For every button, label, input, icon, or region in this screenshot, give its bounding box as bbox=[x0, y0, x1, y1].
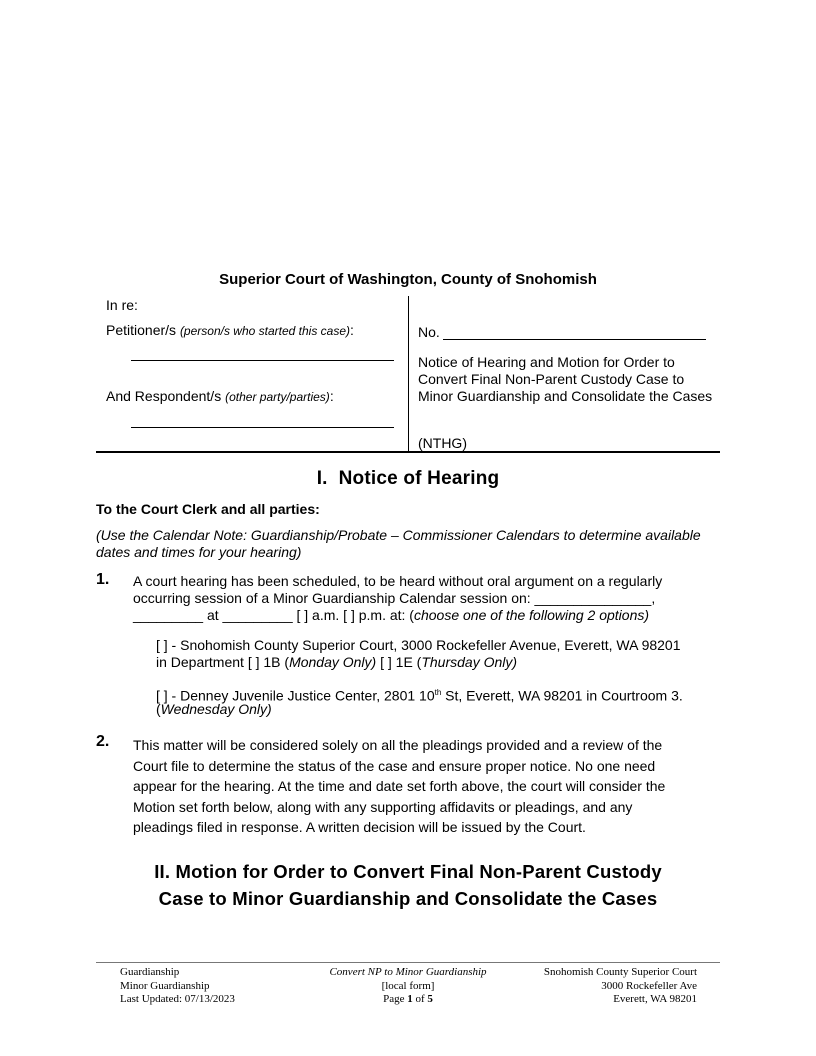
petitioner-label-text: Petitioner/s bbox=[106, 322, 177, 338]
respondent-colon: : bbox=[329, 388, 334, 404]
case-number-label: No. bbox=[418, 324, 440, 340]
section-2-heading-line-2: Case to Minor Guardianship and Consolidate the Cases bbox=[158, 888, 658, 909]
footer-right-line: Snohomish County Superior Court bbox=[543, 966, 697, 978]
item-1-number: 1. bbox=[96, 571, 110, 588]
respondent-label bbox=[106, 388, 334, 404]
footer-rule bbox=[96, 962, 720, 963]
option-2-line-2 bbox=[156, 701, 272, 718]
footer-left-line: Minor Guardianship bbox=[120, 979, 210, 992]
court-title: Superior Court of Washington, County of Snohomish bbox=[219, 271, 597, 288]
footer-form-title: Convert NP to Minor Guardianship bbox=[329, 966, 487, 978]
footer-page-number bbox=[308, 993, 508, 1007]
caption-divider bbox=[408, 296, 409, 452]
footer-page-current: 1 bbox=[407, 993, 413, 1005]
calendar-instruction: (Use the Calendar Note: Guardianship/Probate – Commissioner Calendars to determine available dates and times for your hearing) bbox=[96, 527, 701, 560]
option-2-paren: ( bbox=[156, 701, 161, 717]
petitioner-label bbox=[106, 322, 354, 338]
item-2-number: 2. bbox=[96, 733, 110, 750]
item-2-line: pleadings filed in response. A written decision will be issued by the Court. bbox=[133, 819, 586, 835]
footer-left-line: Guardianship bbox=[120, 966, 180, 978]
item-2-line: Motion set forth below, along with any supporting affidavits or pleadings, and any bbox=[133, 798, 633, 815]
footer-left-line: Last Updated: 07/13/2023 bbox=[120, 993, 235, 1005]
petitioner-name-line[interactable] bbox=[131, 360, 394, 361]
footer-right-line: 3000 Rockefeller Ave bbox=[601, 979, 697, 992]
caption-bottom-rule bbox=[96, 451, 720, 453]
option-1-line-2 bbox=[156, 654, 517, 671]
section-2-heading-line-1: II. Motion for Order to Convert Final Non-Parent Custody bbox=[154, 861, 662, 882]
footer-local-form: [local form] bbox=[381, 979, 435, 992]
option-2-wednesday: Wednesday Only) bbox=[160, 701, 272, 717]
item-1-line-3 bbox=[133, 607, 649, 624]
respondent-name-line[interactable] bbox=[131, 427, 394, 428]
footer-left bbox=[120, 966, 235, 1007]
footer-page-total: 5 bbox=[427, 993, 433, 1005]
item-2-text bbox=[133, 735, 665, 838]
item-1-line-3-text: _________ at _________ [ ] a.m. [ ] p.m. at: ( bbox=[133, 607, 414, 623]
case-number-line[interactable] bbox=[443, 339, 706, 340]
footer-page-mid: of bbox=[412, 993, 428, 1005]
item-1-line-3-italic: choose one of the following 2 options) bbox=[413, 607, 650, 623]
option-2-line-1-b: St, Everett, WA 98201 in Courtroom 3. bbox=[441, 687, 683, 704]
item-1-line-1: A court hearing has been scheduled, to be heard without oral argument on a regularly bbox=[133, 573, 663, 589]
petitioner-note: (person/s who started this case) bbox=[179, 324, 351, 338]
section-2-heading bbox=[0, 858, 816, 912]
footer-right bbox=[500, 966, 697, 1007]
option-1-dept-1b[interactable]: in Department [ ] 1B ( bbox=[156, 654, 290, 670]
option-1-thursday: Thursday Only) bbox=[421, 654, 518, 670]
respondent-note: (other party/parties) bbox=[225, 390, 330, 404]
footer-center bbox=[308, 966, 508, 1007]
footer-right-line: Everett, WA 98201 bbox=[613, 993, 697, 1005]
option-1-dept-1e[interactable]: [ ] 1E ( bbox=[376, 654, 422, 670]
document-code: (NTHG) bbox=[418, 435, 467, 451]
footer-page-prefix: Page bbox=[383, 993, 408, 1005]
in-re-label: In re: bbox=[106, 297, 138, 313]
respondent-label-text: And Respondent/s bbox=[106, 388, 222, 404]
option-2-line-1-a: [ ] - Denney Juvenile Justice Center, 2801 10 bbox=[156, 687, 435, 704]
item-1-line-2: occurring session of a Minor Guardianship Calendar session on: _______________, bbox=[133, 590, 656, 606]
item-2-line: Court file to determine the status of the case and ensure proper notice. No one need bbox=[133, 757, 656, 774]
item-2-line: appear for the hearing. At the time and date set forth above, the court will consider the bbox=[133, 778, 666, 794]
item-2-line: This matter will be considered solely on all the pleadings provided and a review of the bbox=[133, 737, 663, 753]
petitioner-colon: : bbox=[350, 322, 354, 338]
section-1-heading: I. Notice of Hearing bbox=[316, 468, 500, 489]
document-title: Notice of Hearing and Motion for Order to Convert Final Non-Parent Custody Case to Minor Guardianship and Consolidate the Cases bbox=[418, 354, 713, 404]
option-1-monday: Monday Only) bbox=[289, 654, 377, 670]
option-2-sup: th bbox=[434, 688, 442, 697]
option-1-line-1[interactable]: [ ] - Snohomish County Superior Court, 3000 Rockefeller Avenue, Everett, WA 98201 bbox=[156, 637, 681, 653]
to-line: To the Court Clerk and all parties: bbox=[96, 501, 320, 517]
